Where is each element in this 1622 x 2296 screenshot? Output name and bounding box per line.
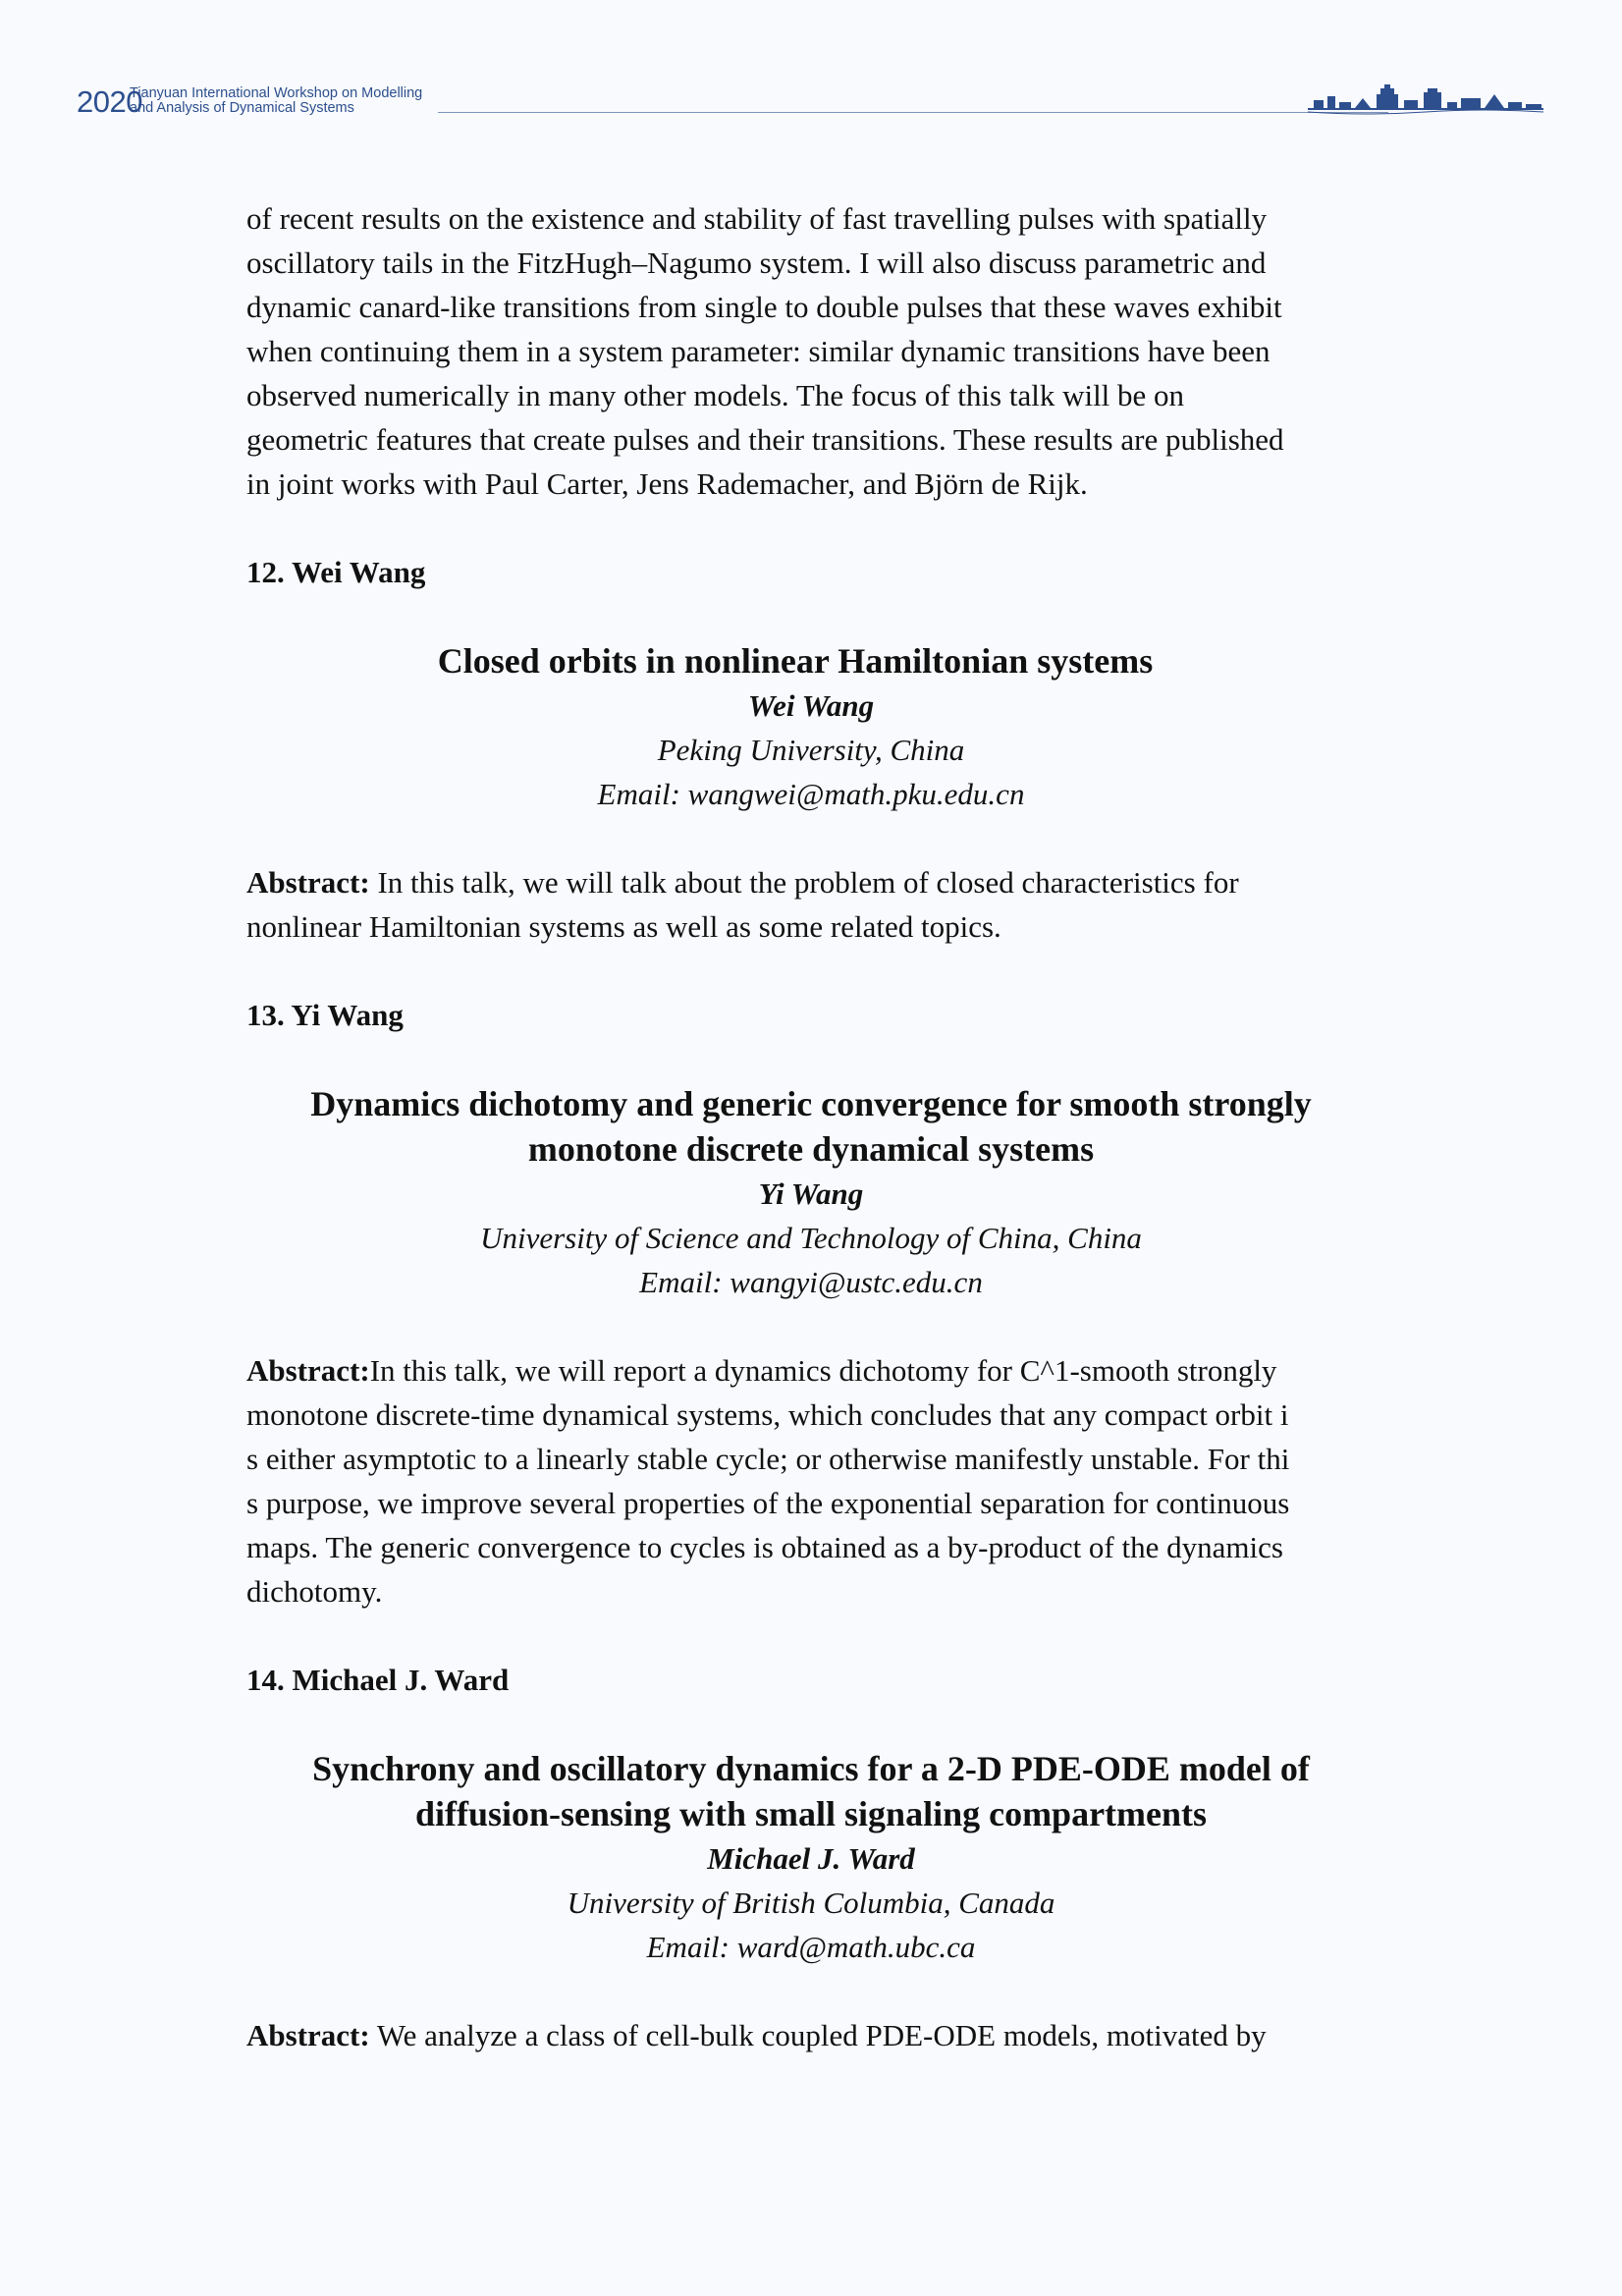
talk-email: Email: wangyi@ustc.edu.cn: [639, 1265, 983, 1299]
page-header: [77, 81, 1549, 130]
page-content: [246, 196, 1376, 2057]
talk-author: Michael J. Ward: [707, 1841, 915, 1876]
paragraph-line: when continuing them in a system parameter: similar dynamic transitions have been: [246, 334, 1271, 368]
header-rule: [438, 112, 1388, 113]
paragraph-line: of recent results on the existence and stability of fast travelling pulses with spatially: [246, 201, 1268, 236]
talk-heading: 14. Michael J. Ward: [246, 1663, 510, 1697]
abstract-line: [246, 860, 1376, 904]
header-workshop-title: [130, 86, 422, 116]
talk-14: [246, 1658, 1376, 2057]
abstract-line: [246, 1348, 1376, 1393]
talk-affiliation: University of British Columbia, Canada: [567, 1886, 1055, 1920]
talk-email: Email: wangwei@math.pku.edu.cn: [597, 777, 1025, 811]
talk-heading: 13. Yi Wang: [246, 998, 404, 1032]
abstract-line: s either asymptotic to a linearly stable cycle; or otherwise manifestly unstable. For thi: [246, 1442, 1290, 1476]
header-year: 2020: [77, 84, 142, 119]
abstract-label: Abstract:: [246, 865, 370, 900]
talk-abstract: [246, 860, 1376, 949]
header-title-line-1: Tianyuan International Workshop on Modelling: [130, 85, 423, 101]
campus-skyline-icon: [1308, 82, 1543, 118]
paragraph-line: in joint works with Paul Carter, Jens Rademacher, and Björn de Rijk.: [246, 466, 1088, 501]
talk-13: [246, 993, 1376, 1613]
talk-title: Closed orbits in nonlinear Hamiltonian systems: [437, 641, 1154, 681]
abstract-label: Abstract:: [246, 2018, 370, 2052]
talk-author: Wei Wang: [747, 688, 875, 723]
talk-affiliation: Peking University, China: [657, 733, 965, 767]
paragraph-line: geometric features that create pulses and their transitions. These results are published: [246, 422, 1284, 457]
talk-affiliation: University of Science and Technology of China, China: [480, 1221, 1142, 1255]
abstract-line: monotone discrete-time dynamical systems, which concludes that any compact orbit i: [246, 1397, 1289, 1432]
header-title-line-2: and Analysis of Dynamical Systems: [130, 100, 354, 116]
abstract-line: s purpose, we improve several properties of the exponential separation for continuous: [246, 1486, 1290, 1520]
talk-title: Synchrony and oscillatory dynamics for a 2-D PDE-ODE model of: [312, 1749, 1310, 1788]
intro-paragraph: [246, 196, 1376, 506]
abstract-text: In this talk, we will talk about the problem of closed characteristics for: [369, 865, 1239, 900]
abstract-line: [246, 2013, 1376, 2057]
talk-title: monotone discrete dynamical systems: [527, 1129, 1095, 1169]
abstract-label: Abstract:: [246, 1353, 370, 1388]
talk-email: Email: ward@math.ubc.ca: [646, 1930, 976, 1964]
abstract-line: dichotomy.: [246, 1574, 383, 1609]
talk-12: [246, 550, 1376, 949]
talk-abstract: [246, 2013, 1376, 2057]
abstract-text: We analyze a class of cell-bulk coupled PDE-ODE models, motivated by: [369, 2018, 1267, 2052]
paragraph-line: observed numerically in many other models. The focus of this talk will be on: [246, 378, 1185, 412]
talk-heading: 12. Wei Wang: [246, 555, 426, 589]
talk-author: Yi Wang: [758, 1176, 864, 1211]
paragraph-line: dynamic canard-like transitions from single to double pulses that these waves exhibit: [246, 290, 1282, 324]
talk-title: Dynamics dichotomy and generic convergence for smooth strongly: [310, 1084, 1312, 1123]
abstract-line: nonlinear Hamiltonian systems as well as some related topics.: [246, 909, 1001, 944]
talk-abstract: [246, 1348, 1376, 1613]
abstract-line: maps. The generic convergence to cycles is obtained as a by-product of the dynamics: [246, 1530, 1283, 1564]
talk-title: diffusion-sensing with small signaling compartments: [414, 1794, 1208, 1833]
abstract-text: In this talk, we will report a dynamics dichotomy for C^1-smooth strongly: [369, 1353, 1277, 1388]
paragraph-line: oscillatory tails in the FitzHugh–Nagumo system. I will also discuss parametric and: [246, 246, 1267, 280]
